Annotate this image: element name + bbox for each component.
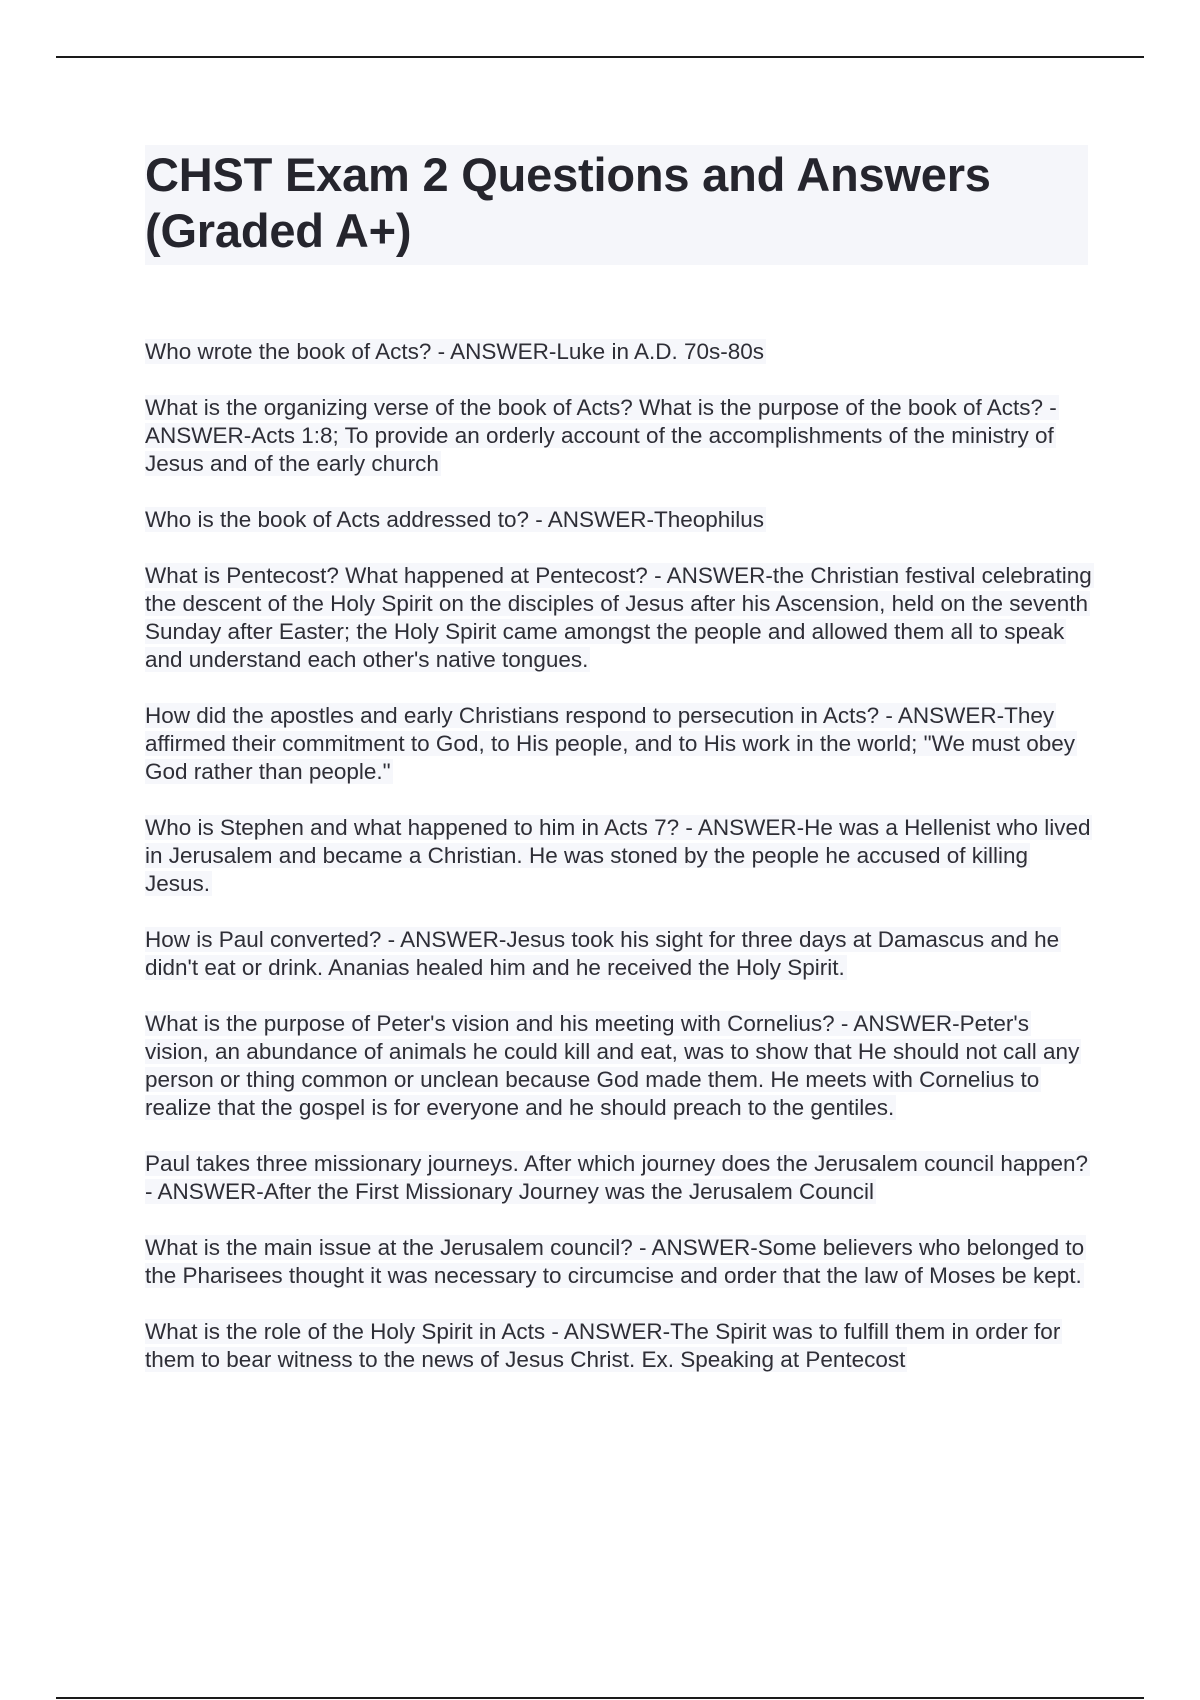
title-line-1: CHST Exam 2 Questions and Answers [145, 148, 991, 201]
qa-text: How is Paul converted? - ANSWER-Jesus took his sight for three days at Damascus and he didn't eat or drink. Ananias healed him and he received the Holy Spirit. [145, 927, 1060, 980]
qa-text: Who is the book of Acts addressed to? - ANSWER-Theophilus [145, 507, 765, 532]
qa-item [145, 926, 1095, 982]
qa-item [145, 506, 1095, 534]
qa-item [145, 1150, 1095, 1206]
qa-text: How did the apostles and early Christians respond to persecution in Acts? - ANSWER-They affirmed their commitment to God, to His people, and to His work in the world; "We must obey God rather than people." [145, 703, 1076, 784]
title-line-2: (Graded A+) [145, 204, 412, 257]
qa-text: What is the purpose of Peter's vision and his meeting with Cornelius? - ANSWER-Peter's vision, an abundance of animals he could kill and eat, was to show that He should not call any person or thing common or unclean because God made them. He meets with Cornelius to realize that the gospel is for everyone and he should preach to the gentiles. [145, 1011, 1080, 1120]
top-divider [56, 56, 1144, 58]
qa-item [145, 1234, 1095, 1290]
qa-item [145, 562, 1095, 674]
qa-text: Who wrote the book of Acts? - ANSWER-Luke in A.D. 70s-80s [145, 339, 765, 364]
qa-text: Who is Stephen and what happened to him in Acts 7? - ANSWER-He was a Hellenist who lived in Jerusalem and became a Christian. He was stoned by the people he accused of killing Jesus. [145, 815, 1091, 896]
qa-list [145, 338, 1095, 1402]
qa-item [145, 1010, 1095, 1122]
qa-item [145, 702, 1095, 786]
qa-item [145, 814, 1095, 898]
qa-item [145, 394, 1095, 478]
qa-item [145, 338, 1095, 366]
bottom-divider [56, 1697, 1144, 1699]
qa-item [145, 1318, 1095, 1374]
qa-text: What is the organizing verse of the book of Acts? What is the purpose of the book of Acts? - ANSWER-Acts 1:8; To provide an orderly account of the accomplishments of the ministry of Jesus and of the early church [145, 395, 1057, 476]
qa-text: What is the role of the Holy Spirit in Acts - ANSWER-The Spirit was to fulfill them in order for them to bear witness to the news of Jesus Christ. Ex. Speaking at Pentecost [145, 1319, 1061, 1372]
qa-text: Paul takes three missionary journeys. After which journey does the Jerusalem council happen? - ANSWER-After the First Missionary Journey was the Jerusalem Council [145, 1151, 1089, 1204]
document-title [145, 145, 1088, 265]
qa-text: What is Pentecost? What happened at Pentecost? - ANSWER-the Christian festival celebrating the descent of the Holy Spirit on the disciples of Jesus after his Ascension, held on the seventh Sunday after Easter; the Holy Spirit came amongst the people and allowed them all to speak and understand each other's native tongues. [145, 563, 1092, 672]
qa-text: What is the main issue at the Jerusalem council? - ANSWER-Some believers who belonged to the Pharisees thought it was necessary to circumcise and order that the law of Moses be kept. [145, 1235, 1085, 1288]
